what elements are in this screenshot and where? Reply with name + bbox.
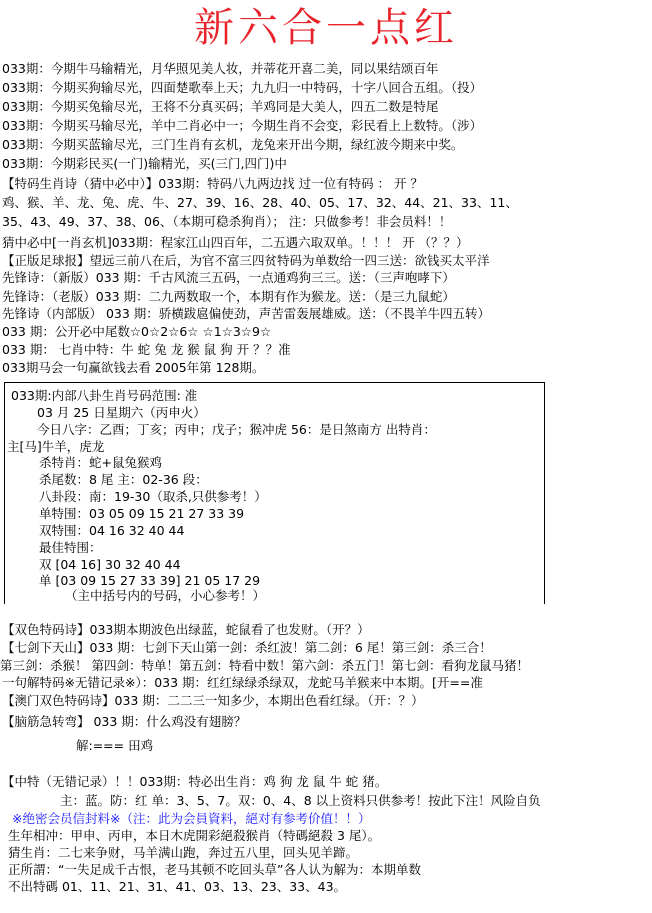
box-line: 最佳特围： — [39, 540, 102, 555]
member-envelope-line: ※绝密会员信封料※（注：此为会員資料，絕对有参考价值！！） — [12, 811, 371, 826]
box-line: 033期:内部八卦生肖号码范围: 准 — [11, 388, 198, 403]
excluded-numbers-line: 不出特碼 01、11、21、31、41、03、13、23、33、43。 — [8, 879, 347, 894]
zodiac-number-list: 35、43、49、37、38、06、（本期可稳杀狗肖）； 注：只做参考！非会员料！！ — [2, 214, 452, 229]
prophecy-line: 猜中必中[一肖玄机]033期：程家江山四百年，二五遇六取双单。！！！ 开 （？？） — [2, 235, 469, 250]
one-sentence-line: 一句解特码※无错记录※）：033 期：红红绿绿杀绿双，龙蛇马羊猴来中本期。[开==准 — [2, 675, 483, 690]
box-line: 主[马]牛羊，虎龙 — [7, 439, 105, 454]
page-title: 新六合一点红 — [194, 5, 458, 51]
two-color-poem: 【双色特码诗】033期本期波色出绿蓝，蛇鼠看了也发财。（开？） — [2, 622, 370, 637]
prophecy-line: 033期：今期买蓝输尽光，三门生肖有玄机，龙兔来开出今期，绿红波今期来中奖。 — [2, 137, 464, 152]
box-line: 单特围：03 05 09 15 21 27 33 39 — [39, 506, 245, 521]
riddle-answer: 解:=== 田鸡 — [76, 738, 154, 753]
color-advice-line: 主：蓝。防：红 单：3、5、7。双：0、4、8 以上资料只供参考！按此下注！风险自负 — [60, 793, 541, 808]
winning-zodiac-line: 【中特（无错记录）！！033期：特必出生肖：鸡 狗 龙 鼠 牛 蛇 猪。 — [2, 774, 388, 789]
box-date: 03 月 25 日星期六（丙申火） — [37, 405, 206, 420]
birth-clash-line: 生年相冲：甲申、丙申，本日木虎開彩絕殺猴肖（特碼絕殺 3 尾）。 — [8, 828, 381, 843]
tail-number-line: 033 期：公开必中尾数☆0☆2☆6☆ ☆1☆3☆9☆ — [2, 324, 272, 339]
zodiac-number-list: 鸡、猴、羊、龙、兔、虎、牛、27、39、16、28、40、05、17、32、44、21、33、11、 — [2, 195, 518, 210]
special-code-poem: 【特码生肖诗（猜中必中）】033期：特码八九两边找 过一位有特码 ： 开 ？ — [2, 176, 424, 191]
prophecy-line: 033期：今期买马输尽光，羊中二肖必中一；今期生肖不会变，彩民看上上数特。（涉） — [2, 118, 483, 133]
prophecy-line: 033期：今期买狗输尽光，四面楚歌奉上天；九九归一中特码，十字八回合五组。（投） — [2, 80, 483, 95]
prophecy-line: 033期：今期牛马输精光，月华照见美人妆，并蒂花开喜二美，同以果结颂百年 — [2, 61, 439, 76]
box-note: （主中括号内的号码，小心参考！） — [65, 588, 266, 603]
box-line: 今日八字：乙酉；丁亥；丙申；戊子；猴冲虎 56：是日煞南方 出特肖： — [37, 422, 436, 437]
box-line: 八卦段：南：19-30（取杀,只供参考！） — [39, 489, 267, 504]
box-line: 双 [04 16] 30 32 40 44 — [39, 557, 181, 572]
prophecy-line: 033期：今期彩民买(一门)输精光，买(三门,四门)中 — [2, 156, 287, 171]
pioneer-poem-line: 先锋诗：（老版）033 期：二九两数取一个，本期有作为猴龙。送：（是三九鼠蛇） — [2, 289, 455, 304]
prophecy-line: 【正版足球报】望远三前八在后，为官不富三四贫特码为单数给一四三送：欲钱买太平洋 — [2, 253, 490, 268]
macau-poem-line: 【澳门双色特码诗】033 期：二二三一知多少，本期出色看红绿。（开：？） — [2, 693, 424, 708]
riddle-line: 【脑筋急转弯】 033 期：什么鸡没有翅膀？ — [2, 714, 247, 729]
internal-bagua-box — [4, 382, 545, 606]
box-line: 杀尾数：8 尾 主：02-36 段： — [39, 472, 208, 487]
prophecy-line: 033期马会一句赢欲钱去看 2005年第 128期。 — [2, 360, 265, 375]
seven-swords-line: 【七剑下天山】033 期：七剑下天山第一剑：杀红波！第二剑：6 尾！第三剑：杀三合！ — [2, 640, 492, 655]
box-line: 单 [03 09 15 27 33 39] 21 05 17 29 — [39, 573, 261, 588]
box-line: 双特围：04 16 32 40 44 — [39, 523, 185, 538]
box-line: 杀特肖：蛇+鼠兔猴鸡 — [39, 455, 162, 470]
pioneer-poem-line: 先锋诗：（新版）033 期：千古风流三五码，一点通鸡狗三三。送：（三声咆哮下） — [2, 270, 455, 285]
prophecy-line: 033期：今期买兔输尽光，王将不分真买码；羊鸡同是大美人，四五二数是特尾 — [2, 99, 439, 114]
seven-zodiac-line: 033 期： 七肖中特：牛 蛇 兔 龙 猴 鼠 狗 开 ？？准 — [2, 342, 291, 357]
saying-line: 正所謂：“一失足成千古恨，老马其顿不吃回头草”各人认为解为：本期单数 — [8, 862, 421, 877]
guess-zodiac-line: 猜生肖：二七来争财，马羊满山跑，奔过五八里，回头见羊蹄。 — [8, 845, 359, 860]
pioneer-poem-line: 先锋诗（内部版） 033 期：骄横跋扈偏使劲，声苦雷轰展雄威。送：（不畏羊牛四五转） — [2, 306, 491, 321]
seven-swords-line: 第三剑：杀猴！ 第四剑：特单！第五剑：特看中数！第六剑：杀五门！第七剑：看狗龙鼠马猪！ — [0, 658, 529, 673]
